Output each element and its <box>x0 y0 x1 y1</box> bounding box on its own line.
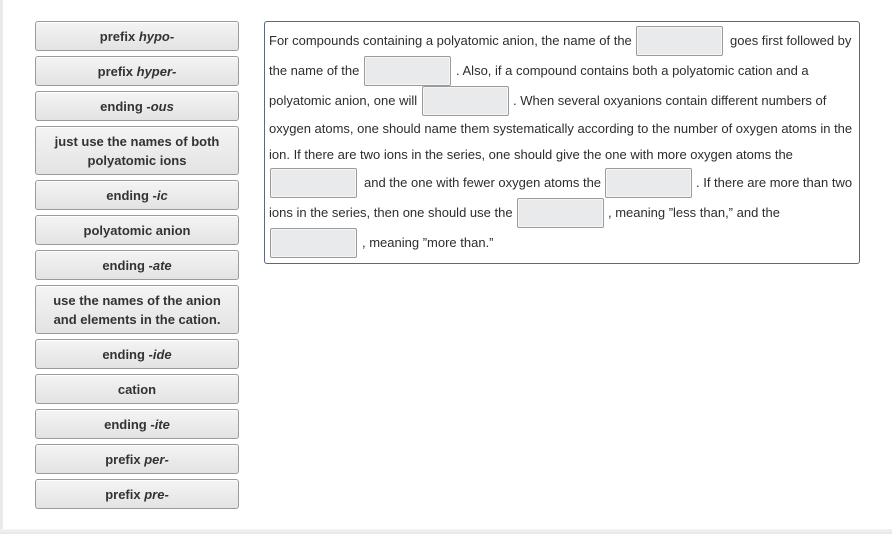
drop-target-1[interactable] <box>636 26 723 56</box>
passage-text-8: ion. If there are two ions in the series, one should give the one with more oxygen atoms the <box>269 147 793 162</box>
chip-names-of-both-polyatomic-ions[interactable]: just use the names of both polyatomic ions <box>35 126 239 175</box>
chip-cation[interactable]: cation <box>35 374 239 404</box>
chip-names-of-anion-and-elements[interactable]: use the names of the anion and elements in the cation. <box>35 285 239 334</box>
passage-text-12: , meaning ”less than,” and the <box>608 205 780 220</box>
passage-text-2: goes first followed by <box>730 33 852 48</box>
chip-ending-ide[interactable]: ending -ide <box>35 339 239 369</box>
passage-text-10: . If there are more than two <box>696 175 853 190</box>
window-bottom-edge <box>0 529 892 534</box>
window-left-edge <box>0 0 3 534</box>
chip-ending-ite[interactable]: ending -ite <box>35 409 239 439</box>
passage-text-11: ions in the series, then one should use the <box>269 205 513 220</box>
passage-text-5: polyatomic anion, one will <box>269 93 418 108</box>
chip-prefix-hyper[interactable]: prefix hyper- <box>35 56 239 86</box>
passage-text-3: the name of the <box>269 63 360 78</box>
chip-ending-ic[interactable]: ending -ic <box>35 180 239 210</box>
drop-target-2[interactable] <box>364 56 451 86</box>
passage-text-1: For compounds containing a polyatomic anion, the name of the <box>269 33 632 48</box>
drop-target-5[interactable] <box>605 168 692 198</box>
drop-target-7[interactable] <box>270 228 357 258</box>
chip-ending-ous[interactable]: ending -ous <box>35 91 239 121</box>
drop-target-6[interactable] <box>517 198 604 228</box>
fill-in-passage <box>264 21 860 264</box>
chip-prefix-hypo[interactable]: prefix hypo- <box>35 21 239 51</box>
drop-target-4[interactable] <box>270 168 357 198</box>
chip-prefix-per[interactable]: prefix per- <box>35 444 239 474</box>
drop-target-3[interactable] <box>422 86 509 116</box>
passage-text-7: oxygen atoms, one should name them systematically according to the number of oxygen atoms in the <box>269 121 853 136</box>
chip-prefix-pre[interactable]: prefix pre- <box>35 479 239 509</box>
chip-ending-ate[interactable]: ending -ate <box>35 250 239 280</box>
passage-text-13: , meaning ”more than.” <box>362 235 494 250</box>
passage-text-6: . When several oxyanions contain different numbers of <box>513 93 827 108</box>
passage-text-4: . Also, if a compound contains both a polyatomic cation and a <box>456 63 809 78</box>
passage-text-9: and the one with fewer oxygen atoms the <box>364 175 602 190</box>
chip-polyatomic-anion[interactable]: polyatomic anion <box>35 215 239 245</box>
